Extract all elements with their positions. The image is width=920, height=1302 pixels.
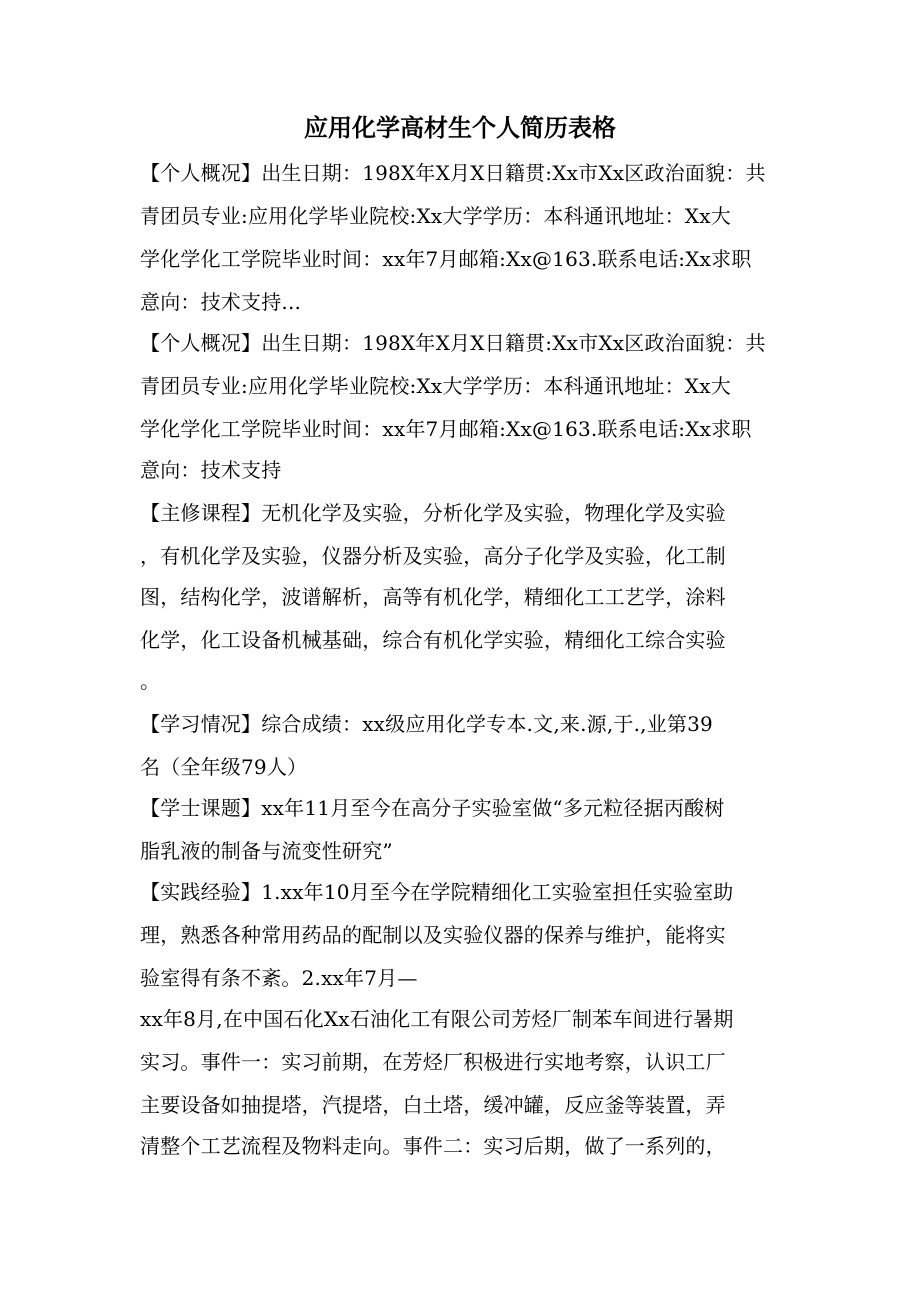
text-line: 【个人概况】出生日期：198X年X月X日籍贯:Xx市Xx区政治面貌：共 bbox=[140, 331, 766, 355]
text-line: 理，熟悉各种常用药品的配制以及实验仪器的保养与维护，能将实 bbox=[140, 923, 726, 947]
text-line: 意向：技术支持... bbox=[140, 290, 302, 314]
text-line: 【学士课题】xx年11月至今在高分子实验室做“多元粒径据丙酸树 bbox=[140, 796, 725, 820]
text-line: ，有机化学及实验，仪器分析及实验，高分子化学及实验，化工制 bbox=[140, 544, 726, 568]
text-line: 化学，化工设备机械基础，综合有机化学实验，精细化工综合实验 bbox=[140, 628, 726, 652]
text-line: 主要设备如抽提塔，汽提塔，白土塔，缓冲罐，反应釜等装置，弄 bbox=[140, 1093, 726, 1117]
document-title: 应用化学高材生个人简历表格 bbox=[304, 113, 616, 142]
text-line: 【主修课程】无机化学及实验，分析化学及实验，物理化学及实验 bbox=[140, 501, 726, 525]
text-line: 学化学化工学院毕业时间：xx年7月邮箱:Xx@163.联系电话:Xx求职 bbox=[140, 417, 752, 441]
text-line: 青团员专业:应用化学毕业院校:Xx大学学历：本科通讯地址：Xx大 bbox=[140, 374, 731, 398]
text-line: 【实践经验】1.xx年10月至今在学院精细化工实验室担任实验室助 bbox=[140, 880, 734, 904]
text-line: 图，结构化学，波谱解析，高等有机化学，精细化工工艺学，涂料 bbox=[140, 585, 726, 609]
text-line: 学化学化工学院毕业时间：xx年7月邮箱:Xx@163.联系电话:Xx求职 bbox=[140, 247, 752, 271]
text-line: 【个人概况】出生日期：198X年X月X日籍贯:Xx市Xx区政治面貌：共 bbox=[140, 161, 766, 185]
text-line: 。 bbox=[140, 669, 161, 693]
text-line: 【学习情况】综合成绩：xx级应用化学专本.文,来.源,于.,业第39 bbox=[140, 712, 713, 736]
text-line: 名（全年级79人） bbox=[140, 755, 308, 779]
text-line: 清整个工艺流程及物料走向。事件二：实习后期，做了一系列的， bbox=[140, 1134, 726, 1158]
text-line: 实习。事件一：实习前期，在芳烃厂积极进行实地考察，认识工厂 bbox=[140, 1050, 726, 1074]
text-line: 验室得有条不紊。2.xx年7月— bbox=[140, 966, 418, 990]
text-line: 青团员专业:应用化学毕业院校:Xx大学学历：本科通讯地址：Xx大 bbox=[140, 204, 731, 228]
text-line: 意向：技术支持 bbox=[140, 458, 282, 482]
text-line: 脂乳液的制备与流变性研究” bbox=[140, 839, 393, 863]
text-line: xx年8月,在中国石化Xx石油化工有限公司芳烃厂制苯车间进行暑期 bbox=[140, 1007, 734, 1031]
